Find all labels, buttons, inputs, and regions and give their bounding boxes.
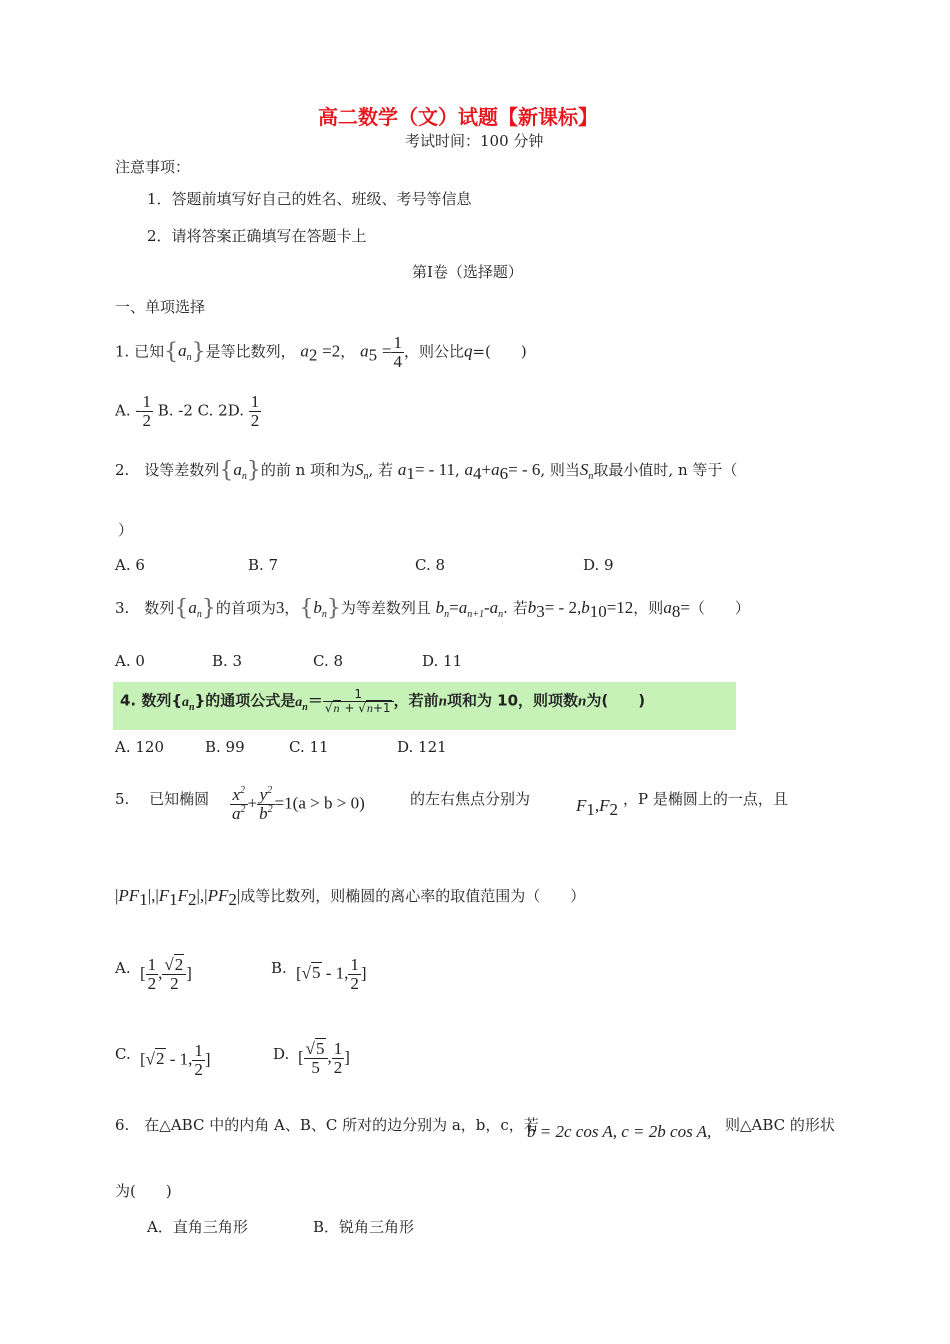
option-d: D. xyxy=(273,1045,290,1063)
question-5: 5. 已知椭圆 xyxy=(115,790,210,808)
exam-time: 考试时间：100 分钟 xyxy=(405,132,544,150)
option: C. 11 xyxy=(289,738,329,756)
option: B．锐角三角形 xyxy=(313,1218,415,1236)
option: A. 6 xyxy=(115,556,145,574)
question-1-options: A. - $\frac{1}{2}$ B. -2 C. 2D. $\frac{1}{2}$ xyxy=(115,392,260,430)
question-3: 3. 数列$\{a_n\}$的首项为3，$\{b_n\}$为等差数列且 $b_n=a_{n+1}-a_n$. 若$b_3= - 2,b_{10}=12$，则$a_8=$（ ） xyxy=(115,596,750,621)
option: B. 99 xyxy=(205,738,245,756)
option: B. 3 xyxy=(212,652,243,670)
question-5-line2: $|PF_1|,|F_1F_2|,|PF_2|$成等比数列，则椭圆的离心率的取值范围为（ ） xyxy=(115,886,586,909)
option-c: C. xyxy=(115,1045,131,1063)
ellipse-equation: $\frac{x^2}{a^2}$ + $\frac{y^2}{b^2}$ =1(a > b > 0) xyxy=(232,785,365,823)
option-c-value: [√2 - 1, $\frac{1}{2}$ ] xyxy=(140,1041,211,1079)
question-2-cont: ） xyxy=(118,521,134,539)
question-4: 4. 数列$\{a_n\}$的通项公式是$a_n=$ $\frac{1}{√n + √n+1}$ ，若前n项和为 10，则项数n为( ) xyxy=(120,687,646,715)
notes-heading: 注意事项： xyxy=(115,158,191,176)
option-b-value: [√5 - 1, $\frac{1}{2}$ ] xyxy=(296,955,367,993)
option: B. 7 xyxy=(248,556,279,574)
option-d-value: [ $\frac{√5}{5}$ , $\frac{1}{2}$ ] xyxy=(298,1039,350,1077)
question-5-tail: ，P 是椭圆上的一点，且 xyxy=(623,790,788,808)
option: D. 11 xyxy=(422,652,463,670)
option: A. 120 xyxy=(115,738,164,756)
question-1: 1. 已知$\{a_n\}$是等比数列， $a_2 =2$， $a_5$ = $\frac{1}{4}$ ，则公比q=( ) xyxy=(115,333,527,371)
question-6-cont: 为( ) xyxy=(115,1182,172,1200)
question-2: 2. 设等差数列$\{a_n\}$的前 n 项和为$S_n$, 若 $a_1= - 11$, $a_4+a_6= - 6$, 则当$S_n$取最小值时, n 等于（ xyxy=(115,458,738,483)
option: A. 0 xyxy=(115,652,145,670)
option: C. 8 xyxy=(313,652,344,670)
note-item: 1．答题前填写好自己的姓名、班级、考号等信息 xyxy=(147,190,472,208)
option: D. 121 xyxy=(397,738,447,756)
question-5-mid: 的左右焦点分别为 xyxy=(410,790,531,808)
option-a: A. xyxy=(115,959,131,977)
page-title: 高二数学（文）试题【新课标】 xyxy=(318,105,598,129)
option: A．直角三角形 xyxy=(147,1218,248,1236)
option: C. 8 xyxy=(415,556,446,574)
question-6-tail: 则△ABC 的形状 xyxy=(725,1116,835,1134)
option-a-value: [ $\frac{1}{2}$ , $\frac{√2}{2}$ ] xyxy=(140,955,192,993)
option: D. 9 xyxy=(583,556,614,574)
foci: $F_1,F_2$ xyxy=(576,796,619,819)
question-6: 6. 在△ABC 中的内角 A、B、C 所对的边分别为 a，b，c，若 xyxy=(115,1116,539,1134)
section-heading: 一、单项选择 xyxy=(115,298,206,316)
option-b: B. xyxy=(271,959,287,977)
question-6-formula: b = 2c cos A, c = 2b cos A, xyxy=(527,1122,712,1141)
note-item: 2．请将答案正确填写在答题卡上 xyxy=(147,227,367,245)
part-heading: 第I卷（选择题） xyxy=(412,263,523,281)
